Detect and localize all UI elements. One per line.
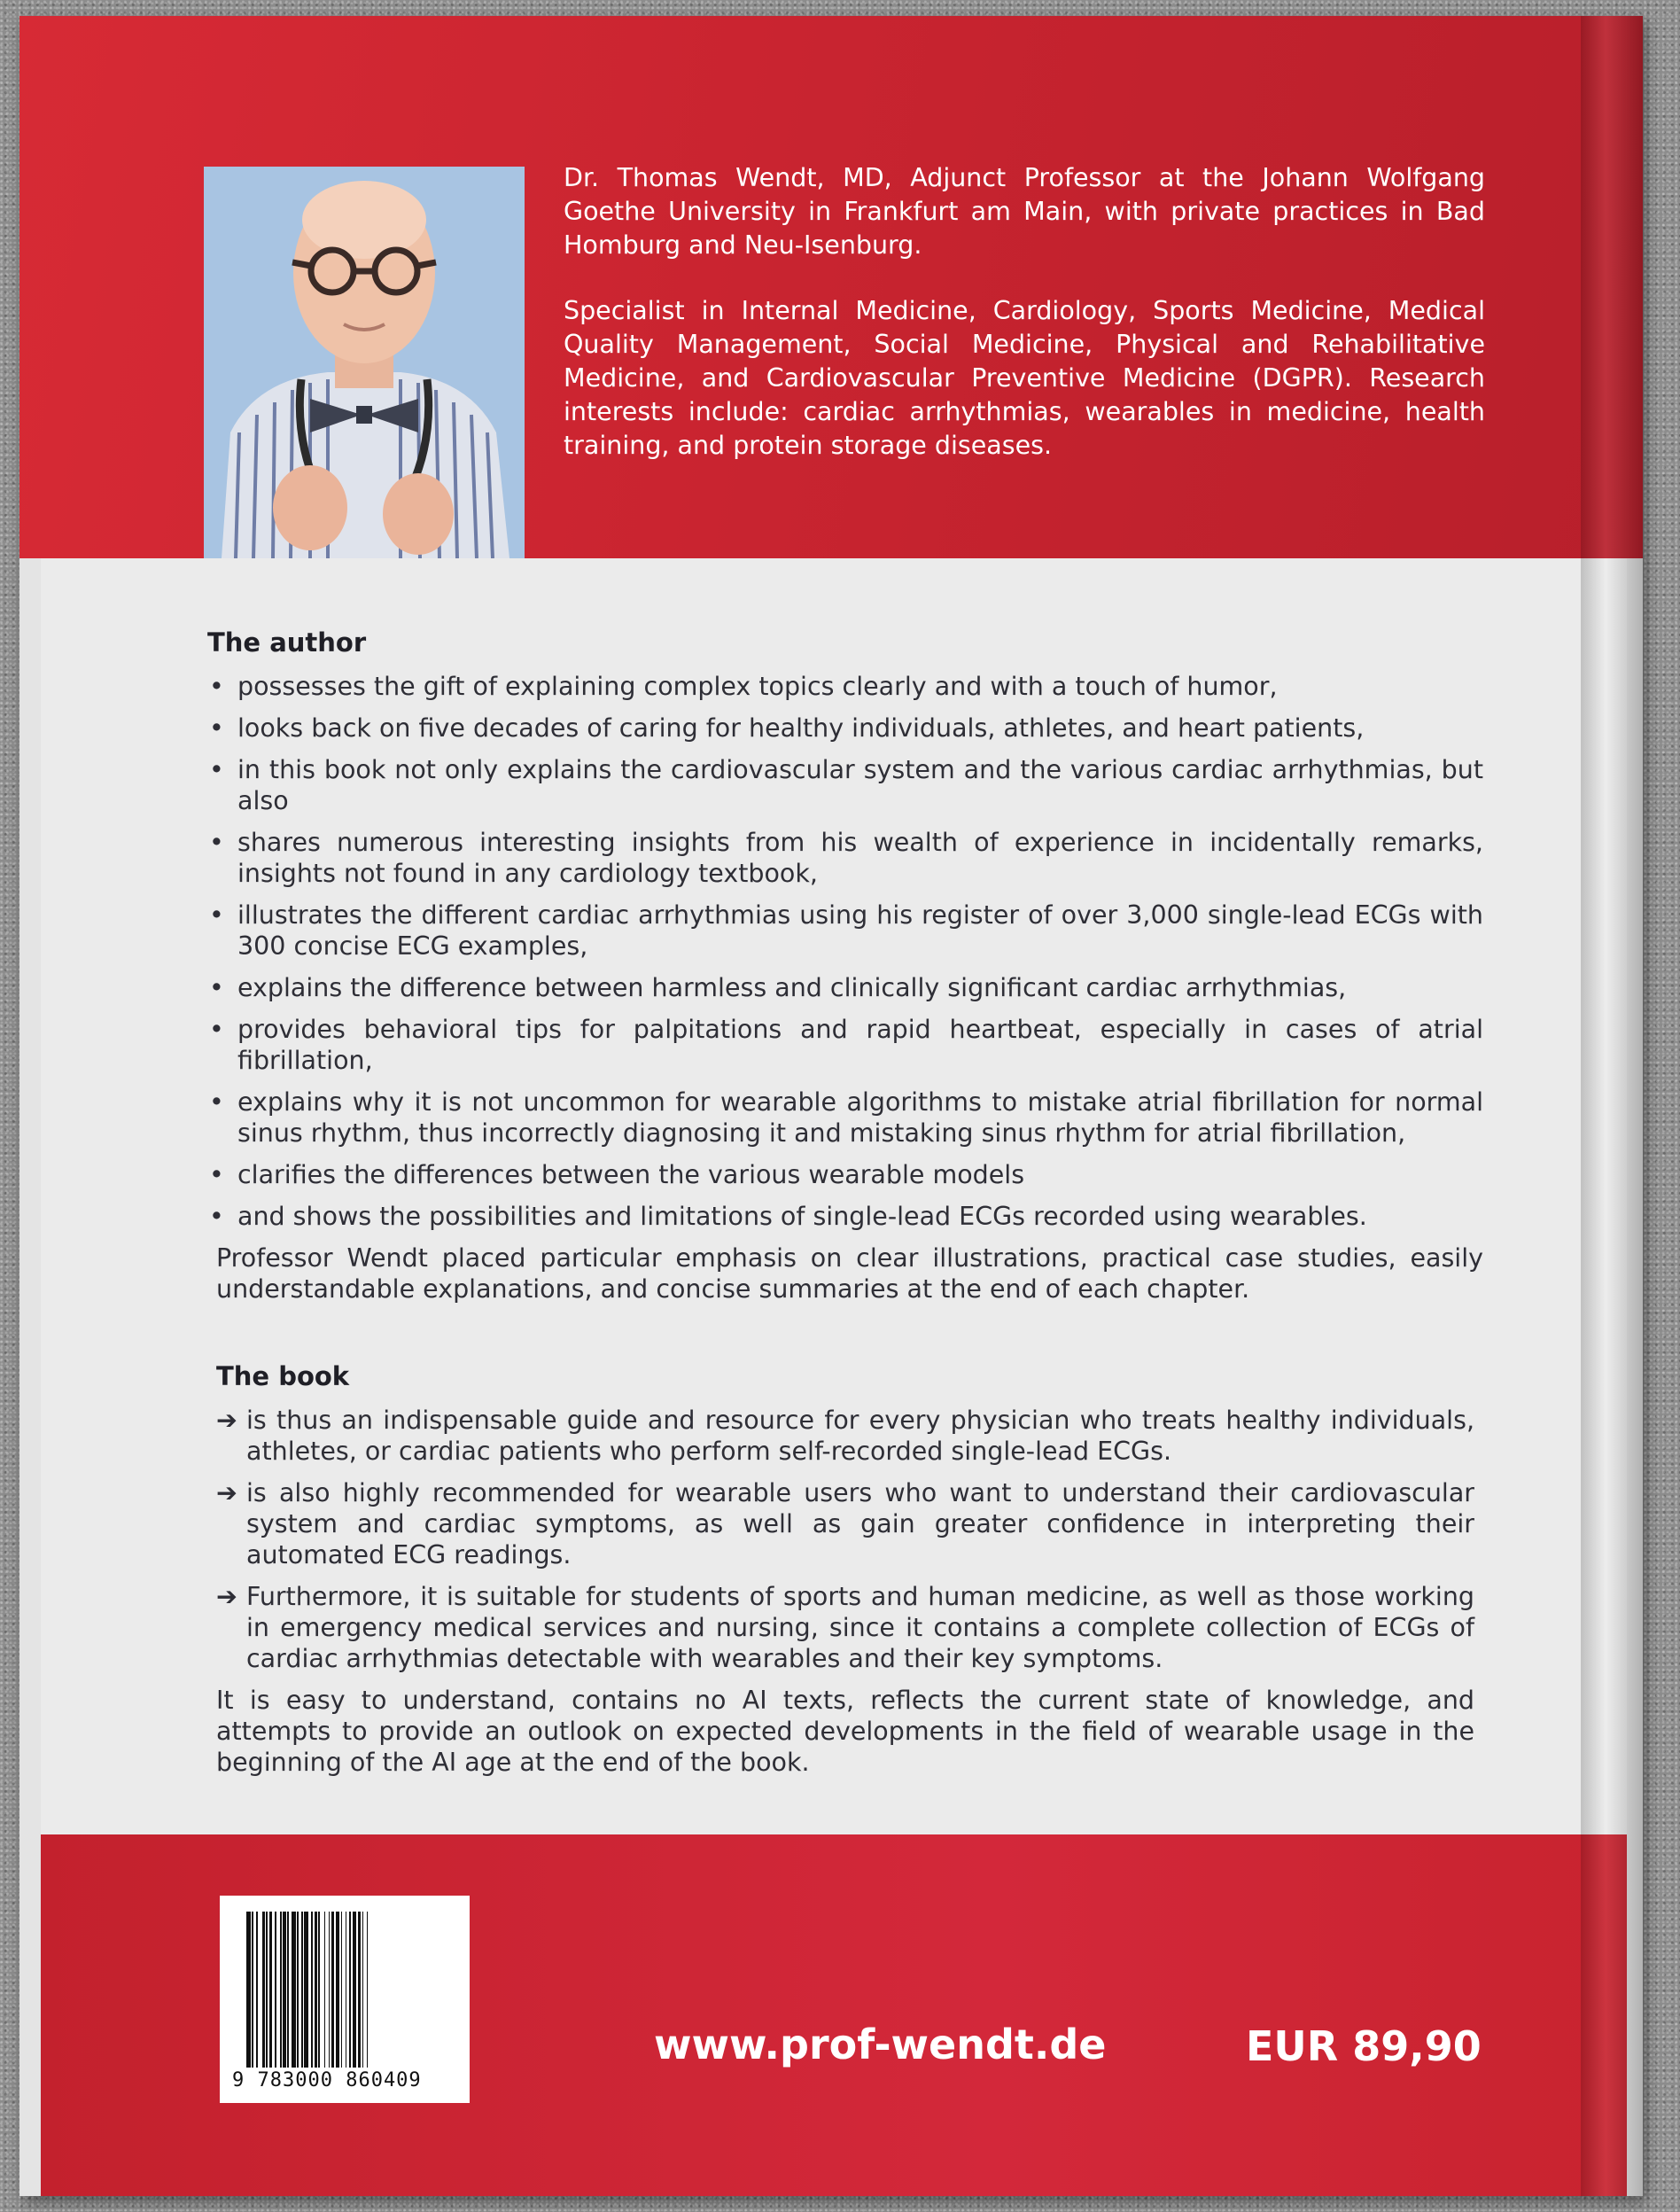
- book-point-item: [216, 1581, 1474, 1674]
- bullet-dot-icon: •: [209, 973, 224, 1002]
- book-point-item: [216, 1405, 1474, 1467]
- bullet-dot-icon: •: [209, 828, 224, 857]
- author-photo: [204, 167, 525, 558]
- author-bullet-text: provides behavioral tips for palpitations and rapid heartbeat, especially in cases of atrial fibrillation,: [237, 1015, 1483, 1075]
- arrow-right-icon: ➔: [216, 1582, 237, 1611]
- book-back-cover: [19, 16, 1643, 2196]
- barcode-bars: [246, 1912, 443, 2068]
- book-point-item: [216, 1477, 1474, 1570]
- author-bullet-item: [207, 827, 1483, 889]
- book-point-text: is also highly recommended for wearable users who want to understand their cardiovascular system and cardiac symptoms, as well as gain greater confidence in interpreting their automated ECG readings.: [246, 1478, 1474, 1569]
- arrow-right-icon: ➔: [216, 1478, 237, 1507]
- author-bullet-text: in this book not only explains the cardiovascular system and the various cardiac arrhythmias, but also: [237, 755, 1483, 815]
- website-url: www.prof-wendt.de: [654, 2021, 1107, 2068]
- author-bullet-text: possesses the gift of explaining complex topics clearly and with a touch of humor,: [237, 672, 1278, 701]
- author-bullet-text: looks back on five decades of caring for healthy individuals, athletes, and heart patients,: [237, 713, 1365, 743]
- author-bullet-item: [207, 1201, 1483, 1232]
- bullet-dot-icon: •: [209, 1087, 224, 1117]
- arrow-right-icon: ➔: [216, 1406, 237, 1435]
- author-section: [207, 627, 1483, 1305]
- bullet-dot-icon: •: [209, 900, 224, 930]
- bullet-dot-icon: •: [209, 672, 224, 701]
- author-bullet-item: [207, 754, 1483, 816]
- book-point-list: [216, 1405, 1474, 1674]
- bullet-dot-icon: •: [209, 1015, 224, 1044]
- bullet-dot-icon: •: [209, 755, 224, 784]
- author-bullet-item: [207, 713, 1483, 744]
- author-bullet-list: [207, 671, 1483, 1232]
- book-closing: It is easy to understand, contains no AI texts, reflects the current state of knowledge, and attempts to provide an outlook on expected developments in the field of wearable usage in the beginning of the AI age at the end of the book.: [216, 1686, 1474, 1777]
- book-heading: The book: [216, 1361, 350, 1391]
- author-bullet-item: [207, 671, 1483, 702]
- author-bullet-item: [207, 1087, 1483, 1149]
- isbn-barcode: [220, 1896, 470, 2103]
- bullet-dot-icon: •: [209, 1202, 224, 1231]
- author-bullet-text: shares numerous interesting insights from his wealth of experience in incidentally remarks, insights not found in any cardiology textbook,: [237, 828, 1483, 888]
- author-bio: [564, 161, 1485, 495]
- bullet-dot-icon: •: [209, 1160, 224, 1189]
- author-bullet-text: explains the difference between harmless and clinically significant cardiac arrhythmias,: [237, 973, 1347, 1002]
- author-bullet-text: explains why it is not uncommon for wearable algorithms to mistake atrial fibrillation for normal sinus rhythm, thus incorrectly diagnosing it and mistaking sinus rhythm for atrial fibrillation,: [237, 1087, 1483, 1148]
- price-label: EUR 89,90: [1246, 2022, 1482, 2070]
- book-spine-shadow: [1581, 16, 1643, 2196]
- bio-paragraph-2: Specialist in Internal Medicine, Cardiology, Sports Medicine, Medical Quality Management, Social Medicine, Physical and Rehabilitative Medicine, and Cardiovascular Preventive Medicine (DGPR). Research interests include: cardiac arrhythmias, wearables in medicine, health training, and protein storage diseases.: [564, 296, 1485, 460]
- author-bullet-text: and shows the possibilities and limitations of single-lead ECGs recorded using wearables.: [237, 1202, 1367, 1231]
- book-point-text: is thus an indispensable guide and resource for every physician who treats healthy individuals, athletes, or cardiac patients who perform self-recorded single-lead ECGs.: [246, 1406, 1474, 1466]
- author-bullet-item: [207, 972, 1483, 1003]
- author-bullet-text: clarifies the differences between the various wearable models: [237, 1160, 1025, 1189]
- barcode-bar: [368, 1912, 369, 2068]
- author-bullet-item: [207, 1159, 1483, 1190]
- author-bullet-item: [207, 1014, 1483, 1076]
- author-heading: The author: [207, 627, 367, 658]
- isbn-number: 9 783000 860409: [232, 2069, 422, 2091]
- book-section: [216, 1361, 1474, 1778]
- bio-paragraph-1: Dr. Thomas Wendt, MD, Adjunct Professor at the Johann Wolfgang Goethe University in Frankfurt am Main, with private practices in Bad Homburg and Neu-Isenburg.: [564, 163, 1485, 260]
- book-point-text: Furthermore, it is suitable for students of sports and human medicine, as well as those working in emergency medical services and nursing, since it contains a complete collection of ECGs of cardiac arrhythmias detectable with wearables and their key symptoms.: [246, 1582, 1474, 1673]
- author-bullet-item: [207, 900, 1483, 962]
- author-closing: Professor Wendt placed particular emphasis on clear illustrations, practical case studies, easily understandable explanations, and concise summaries at the end of each chapter.: [216, 1243, 1483, 1304]
- author-bullet-text: illustrates the different cardiac arrhythmias using his register of over 3,000 single-lead ECGs with 300 concise ECG examples,: [237, 900, 1483, 961]
- bullet-dot-icon: •: [209, 713, 224, 743]
